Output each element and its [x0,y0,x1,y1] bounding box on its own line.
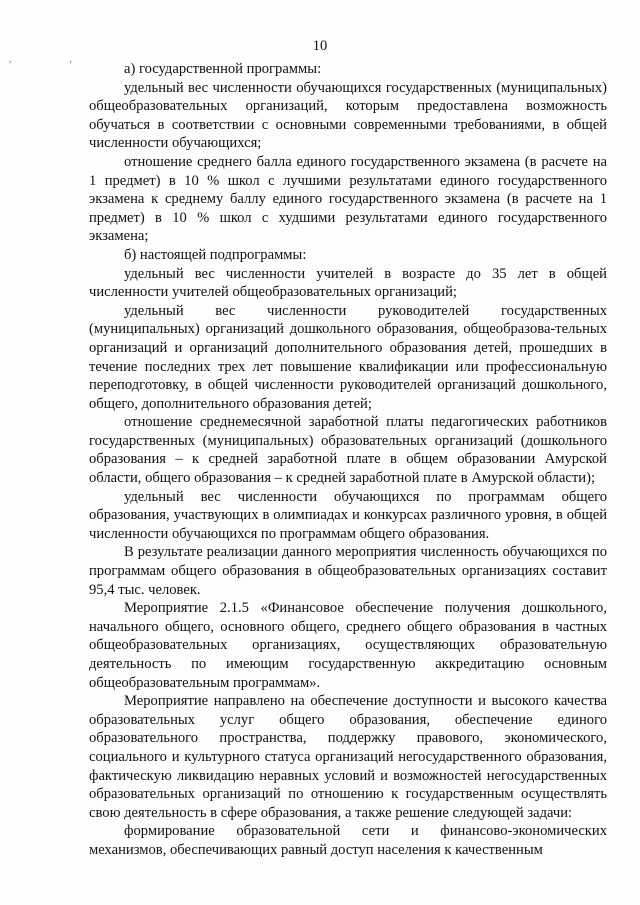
paragraph: отношение среднемесячной заработной платы педагогических работников государственных (муниципальных) образовательных организаций (дошкольного образования – к средней заработной плате в общем образовании Амурской области, общего образования – к средней заработной плате в Амурской области); [89,414,607,487]
paragraph: удельный вес численности руководителей государственных (муниципальных) организаций дошкольного образования, общеобразова-тельных организаций и организаций дополнительного образования детей, прошедших в течение последних трех лет повышение квалификации или профессиональную переподготовку, в общей численности руководителей организаций дошкольного, общего, дополнительного образования детей; [89,302,607,412]
paragraph: отношение среднего балла единого государственного экзамена (в расчете на 1 предмет) в 10 % школ с лучшими результатами единого государственного экзамена к среднему баллу единого государственного экзамена (в расчете на 1 предмет) в 10 % школ с худшими результатами единого государственного экзамена; [89,153,607,245]
paragraph: Мероприятие 2.1.5 «Финансовое обеспечение получения дошкольного, начального общего, основного общего, среднего общего образования в частных общеобразовательных организациях, осуществляющих образовательную деятельность по имеющим государственную аккредитацию основным общеобразовательным программам». [89,600,607,691]
paragraph: формирование образовательной сети и финансово-экономических механизмов, обеспечивающих равный доступ населения к качественным [89,823,607,858]
paragraph: В результате реализации данного мероприятия численность обучающихся по программам общего образования в общеобразовательных организациях составит 95,4 тыс. человек. [89,544,607,598]
paragraph: удельный вес численности обучающихся по программам общего образования, участвующих в олимпиадах и конкурсах различного уровня, в общей численности обучающихся по программам общего образования. [89,488,607,542]
document-body [89,60,607,860]
paragraph: Мероприятие направлено на обеспечение доступности и высокого качества образовательных услуг общего образования, обеспечение единого образовательного пространства, поддержку правового, экономического, социального и культурного статуса организаций негосударственного образования, фактическую ликвидацию неравных условий и возможностей негосударственных образовательных организаций по отношению к государственным осуществлять свою деятельность в сфере образования, а также решение следующей задачи: [89,693,607,821]
paragraph: удельный вес численности учителей в возрасте до 35 лет в общей численности учителей общеобразовательных организаций; [89,265,607,301]
margin-marks: , , [9,54,100,64]
paragraph: удельный вес численности обучающихся государственных (муниципальных) общеобразовательных организаций, которым предоставлена возможность обучаться в соответствии с основными современными требованиями, в общей численности обучающихся; [89,79,607,152]
paragraph: а) государственной программы: [124,61,322,77]
paragraph: б) настоящей подпрограммы: [124,246,307,263]
page-number: 10 [312,38,328,54]
